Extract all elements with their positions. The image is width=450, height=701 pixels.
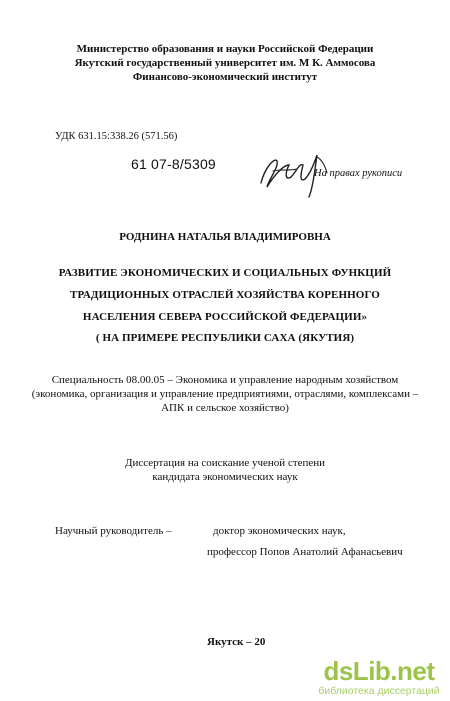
supervisor-degree: доктор экономических наук,: [213, 525, 346, 537]
supervisor-label: Научный руководитель –: [55, 525, 172, 537]
author-name: РОДНИНА НАТАЛЬЯ ВЛАДИМИРОВНА: [119, 231, 331, 243]
degree-line-2: кандидата экономических наук: [152, 471, 298, 483]
title-line-4: ( НА ПРИМЕРЕ РЕСПУБЛИКИ САХА (ЯКУТИЯ): [95, 332, 355, 344]
udk-code: УДК 631.15:338.26 (571.56): [55, 131, 178, 142]
title-line-1: РАЗВИТИЕ ЭКОНОМИЧЕСКИХ И СОЦИАЛЬНЫХ ФУНКЦИЙ: [58, 267, 392, 279]
institute-line: Финансово-экономический институт: [132, 71, 318, 83]
watermark-subtitle: библиотека диссертаций: [318, 685, 440, 697]
place-year: Якутск – 20: [207, 636, 266, 648]
university-line: Якутский государственный университет им. М К. Аммосова: [74, 57, 376, 69]
library-stamp-code: 61 07-8/5309: [131, 156, 216, 172]
manuscript-rights: На правах рукописи: [314, 168, 403, 179]
specialty-line-3: АПК и сельское хозяйство): [161, 402, 289, 414]
title-line-2: ТРАДИЦИОННЫХ ОТРАСЛЕЙ ХОЗЯЙСТВА КОРЕННОГО: [70, 289, 380, 301]
supervisor-name: профессор Попов Анатолий Афанасьевич: [207, 546, 403, 558]
watermark: [314, 657, 444, 697]
degree-line-1: Диссертация на соискание ученой степени: [124, 457, 326, 469]
ministry-line: Министерство образования и науки Российской Федерации: [76, 43, 374, 55]
specialty-line-1: Специальность 08.00.05 – Экономика и управление народным хозяйством: [51, 374, 399, 386]
specialty-line-2: (экономика, организация и управление предприятиями, отраслями, комплексами –: [31, 388, 419, 400]
title-line-3: НАСЕЛЕНИЯ СЕВЕРА РОССИЙСКОЙ ФЕДЕРАЦИИ»: [82, 311, 368, 323]
watermark-logo: dsLib.net: [323, 656, 435, 686]
